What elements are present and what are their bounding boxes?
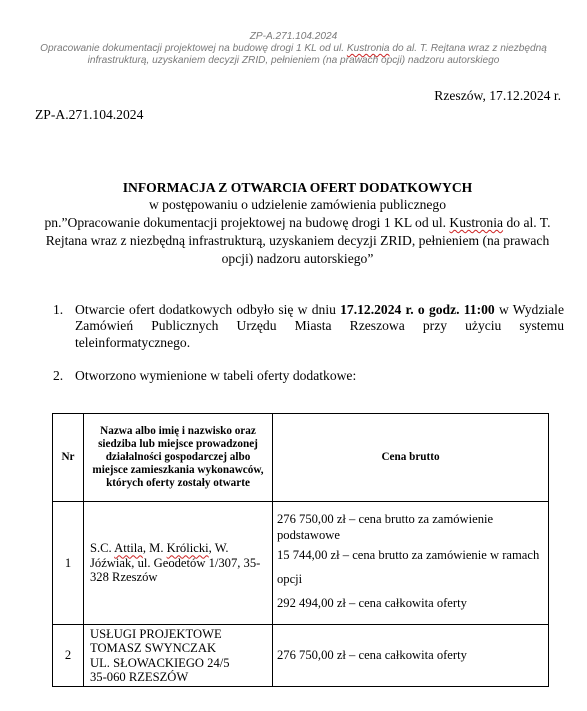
contractor-line: TOMASZ SWYNCZAK [90,641,217,655]
subject-text: pn.”Opracowanie dokumentacji projektowej na budowę drogi 1 KL od ul. [44,215,450,230]
subject-text: do al. T. Rejtana wraz z niezbędną infrastrukturą, uzyskaniem decyzji ZRID, pełnieniem (na prawach opcji) nadzoru autorskiego” [45,215,551,266]
header-contractor: Nazwa albo imię i nazwisko oraz siedziba lub miejsce prowadzonej działalności gospodarczej albo miejsce zamieszkania wykonawców, których oferty zostały otwarte [84,414,273,502]
list-item-opened-offers [53,368,564,384]
table-row [53,502,549,625]
list-item-opening-info [53,302,564,351]
contractor-cell [84,502,273,625]
row-number: 2 [53,625,84,687]
header-subject-line1 [20,43,567,55]
contractor-line: USŁUGI PROJEKTOWE [90,626,222,641]
price-cell [273,502,549,625]
contractor-line: 35-060 RZESZÓW [90,670,189,684]
table-header-row [53,414,549,502]
document-header [20,31,567,68]
contractor-text: , M. [142,541,167,556]
header-nr: Nr [53,414,84,502]
header-gross-price: Cena brutto [273,414,549,502]
price-line: 15 744,00 zł – cena brutto za zamówienie w ramach opcji [277,548,540,586]
contractor-spellcheck-word: Attila [114,541,143,556]
item-text-part: Otwarcie ofert dodatkowych odbyło się w dniu [75,302,341,317]
contractor-cell [84,625,273,687]
list-number: 2. [53,368,64,383]
header-subject-spellcheck-word: Kustronia [346,43,390,55]
case-reference: ZP-A.271.104.2024 [35,107,144,122]
price-line: 292 494,00 zł – cena całkowita oferty [277,596,467,610]
offers-table [52,413,549,687]
list-item-text [75,302,564,351]
price-cell [273,625,549,687]
price-line: 276 750,00 zł – cena brutto za zamówienie podstawowe [277,512,494,542]
header-subject-text: do al. T. Rejtana wraz z niezbędną [389,43,547,55]
contractor-text: S.C. [90,541,115,556]
header-subject-text: Opracowanie dokumentacji projektowej na budowę drogi 1 KL od ul. [40,43,347,55]
contractor-line: UL. SŁOWACKIEGO 24/5 [90,655,230,670]
header-subject-line2: infrastrukturą, uzyskaniem decyzji ZRID, pełnieniem (na prawach opcji) nadzoru autorskiego [87,55,500,67]
place-date: Rzeszów, 17.12.2024 r. [434,88,561,103]
procurement-subject [30,214,565,268]
table-row [53,625,549,687]
list-number: 1. [53,302,64,317]
row-number: 1 [53,502,84,625]
document-title: INFORMACJA Z OTWARCIA OFERT DODATKOWYCH [122,180,473,195]
opening-datetime: 17.12.2024 r. o godz. 11:00 [340,302,495,317]
list-item-text: Otworzono wymienione w tabeli oferty dodatkowe: [75,368,357,383]
contractor-spellcheck-word: Królicki [166,541,209,556]
contractor-text: , W. Jóźwiak, ul. Geodetów 1/307, 35-328 Rzeszów [90,541,261,585]
subject-spellcheck-word: Kustronia [449,215,504,230]
header-reference: ZP-A.271.104.2024 [249,31,338,42]
price-line: 276 750,00 zł – cena całkowita oferty [277,648,467,662]
item-text-part: w Wydziale Zamówień Publicznych Urzędu Miasta Rzeszowa przy użyciu systemu teleinformatycznego. [75,302,564,350]
document-subtitle: w postępowaniu o udzielenie zamówienia publicznego [148,197,447,212]
